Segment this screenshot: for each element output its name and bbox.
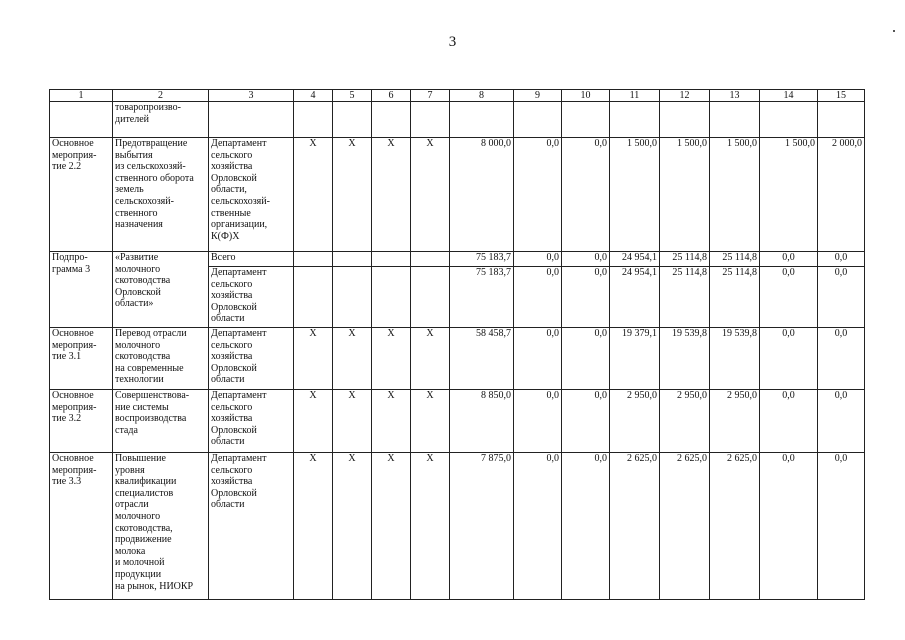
measure-code-cell <box>50 102 113 138</box>
table-row <box>50 138 865 252</box>
amount-cell <box>450 102 514 138</box>
amount-cell: 1 500,0 <box>710 138 760 252</box>
executor-cell: Департамент сельского хозяйства Орловской области <box>209 267 294 328</box>
amount-cell: 1 500,0 <box>610 138 660 252</box>
amount-cell <box>562 102 610 138</box>
amount-cell: 75 183,7 <box>450 252 514 267</box>
amount-cell: 25 114,8 <box>710 252 760 267</box>
column-number-row <box>50 90 865 102</box>
code-cell: Х <box>333 453 372 600</box>
code-cell: Х <box>372 328 411 390</box>
measure-name-cell: «Развитие молочного скотоводства Орловской области» <box>113 252 209 328</box>
amount-cell: 0,0 <box>562 252 610 267</box>
amount-cell: 0,0 <box>514 267 562 328</box>
amount-cell: 1 500,0 <box>660 138 710 252</box>
code-cell: Х <box>411 390 450 453</box>
amount-cell: 0,0 <box>818 328 865 390</box>
column-number: 11 <box>610 90 660 102</box>
code-cell: Х <box>294 453 333 600</box>
amount-cell: 0,0 <box>514 328 562 390</box>
code-cell: Х <box>294 390 333 453</box>
amount-cell: 0,0 <box>760 267 818 328</box>
column-number: 1 <box>50 90 113 102</box>
amount-cell: 0,0 <box>562 390 610 453</box>
amount-cell: 0,0 <box>562 267 610 328</box>
amount-cell: 0,0 <box>514 252 562 267</box>
column-number: 10 <box>562 90 610 102</box>
column-number: 3 <box>209 90 294 102</box>
amount-cell: 0,0 <box>514 453 562 600</box>
amount-cell: 0,0 <box>562 138 610 252</box>
code-cell: Х <box>372 390 411 453</box>
executor-cell: Всего <box>209 252 294 267</box>
code-cell <box>294 267 333 328</box>
measure-name-cell: Предотвращение выбытия из сельскохозяй- ственного оборота земель сельскохозяй- ственного назначения <box>113 138 209 252</box>
amount-cell: 0,0 <box>760 453 818 600</box>
column-number: 4 <box>294 90 333 102</box>
measure-name-cell: товаропроизво- дителей <box>113 102 209 138</box>
measure-code-cell: Основное мероприя- тие 3.3 <box>50 453 113 600</box>
executor-cell: Департамент сельского хозяйства Орловской области <box>209 453 294 600</box>
amount-cell <box>818 102 865 138</box>
code-cell: Х <box>294 328 333 390</box>
column-number: 9 <box>514 90 562 102</box>
measure-name-cell: Повышение уровня квалификации специалистов отрасли молочного скотоводства, продвижение молока и молочной продукции на рынок, НИОКР <box>113 453 209 600</box>
code-cell <box>372 267 411 328</box>
amount-cell: 0,0 <box>562 453 610 600</box>
code-cell: Х <box>294 138 333 252</box>
executor-cell <box>209 102 294 138</box>
amount-cell: 2 950,0 <box>710 390 760 453</box>
measure-name-cell: Перевод отрасли молочного скотоводства на современные технологии <box>113 328 209 390</box>
measure-code-cell: Основное мероприя- тие 3.1 <box>50 328 113 390</box>
column-number: 15 <box>818 90 865 102</box>
code-cell <box>333 252 372 267</box>
amount-cell: 7 875,0 <box>450 453 514 600</box>
amount-cell: 0,0 <box>760 390 818 453</box>
code-cell <box>294 102 333 138</box>
executor-cell: Департамент сельского хозяйства Орловской области <box>209 328 294 390</box>
column-number: 12 <box>660 90 710 102</box>
executor-cell: Департамент сельского хозяйства Орловской области <box>209 390 294 453</box>
scan-speck <box>893 30 895 32</box>
column-number: 5 <box>333 90 372 102</box>
amount-cell: 0,0 <box>818 453 865 600</box>
amount-cell: 0,0 <box>514 138 562 252</box>
amount-cell <box>660 102 710 138</box>
amount-cell: 19 379,1 <box>610 328 660 390</box>
amount-cell: 19 539,8 <box>710 328 760 390</box>
measure-code-cell: Основное мероприя- тие 2.2 <box>50 138 113 252</box>
amount-cell: 1 500,0 <box>760 138 818 252</box>
amount-cell: 8 000,0 <box>450 138 514 252</box>
code-cell: Х <box>333 390 372 453</box>
amount-cell: 0,0 <box>818 252 865 267</box>
table-row <box>50 328 865 390</box>
amount-cell: 19 539,8 <box>660 328 710 390</box>
amount-cell: 25 114,8 <box>660 252 710 267</box>
amount-cell: 2 000,0 <box>818 138 865 252</box>
executor-cell: Департамент сельского хозяйства Орловской области, сельскохозяй- ственные организации, К(Ф)Х <box>209 138 294 252</box>
code-cell <box>333 102 372 138</box>
amount-cell: 24 954,1 <box>610 252 660 267</box>
amount-cell: 75 183,7 <box>450 267 514 328</box>
column-number: 13 <box>710 90 760 102</box>
amount-cell <box>610 102 660 138</box>
column-number: 2 <box>113 90 209 102</box>
amount-cell: 25 114,8 <box>710 267 760 328</box>
code-cell <box>333 267 372 328</box>
code-cell: Х <box>411 453 450 600</box>
measure-code-cell: Основное мероприя- тие 3.2 <box>50 390 113 453</box>
amount-cell: 0,0 <box>760 252 818 267</box>
code-cell <box>294 252 333 267</box>
column-number: 6 <box>372 90 411 102</box>
amount-cell <box>514 102 562 138</box>
amount-cell <box>760 102 818 138</box>
amount-cell: 2 625,0 <box>610 453 660 600</box>
column-number: 14 <box>760 90 818 102</box>
column-number: 8 <box>450 90 514 102</box>
measure-name-cell: Совершенствова- ние системы воспроизводства стада <box>113 390 209 453</box>
code-cell: Х <box>333 328 372 390</box>
amount-cell: 2 625,0 <box>660 453 710 600</box>
code-cell: Х <box>333 138 372 252</box>
code-cell: Х <box>411 328 450 390</box>
code-cell: Х <box>372 453 411 600</box>
budget-table <box>49 89 865 600</box>
code-cell <box>411 102 450 138</box>
amount-cell: 2 625,0 <box>710 453 760 600</box>
amount-cell: 0,0 <box>760 328 818 390</box>
amount-cell: 0,0 <box>562 328 610 390</box>
code-cell <box>372 252 411 267</box>
amount-cell: 2 950,0 <box>610 390 660 453</box>
table-row <box>50 252 865 267</box>
amount-cell: 0,0 <box>818 390 865 453</box>
amount-cell: 0,0 <box>818 267 865 328</box>
code-cell <box>411 252 450 267</box>
measure-code-cell: Подпро- грамма 3 <box>50 252 113 328</box>
column-number: 7 <box>411 90 450 102</box>
table-row <box>50 453 865 600</box>
amount-cell <box>710 102 760 138</box>
table-row <box>50 102 865 138</box>
amount-cell: 58 458,7 <box>450 328 514 390</box>
amount-cell: 2 950,0 <box>660 390 710 453</box>
code-cell <box>372 102 411 138</box>
code-cell <box>411 267 450 328</box>
amount-cell: 0,0 <box>514 390 562 453</box>
amount-cell: 24 954,1 <box>610 267 660 328</box>
amount-cell: 8 850,0 <box>450 390 514 453</box>
code-cell: Х <box>411 138 450 252</box>
code-cell: Х <box>372 138 411 252</box>
amount-cell: 25 114,8 <box>660 267 710 328</box>
page-number: 3 <box>448 34 457 50</box>
table-row <box>50 390 865 453</box>
